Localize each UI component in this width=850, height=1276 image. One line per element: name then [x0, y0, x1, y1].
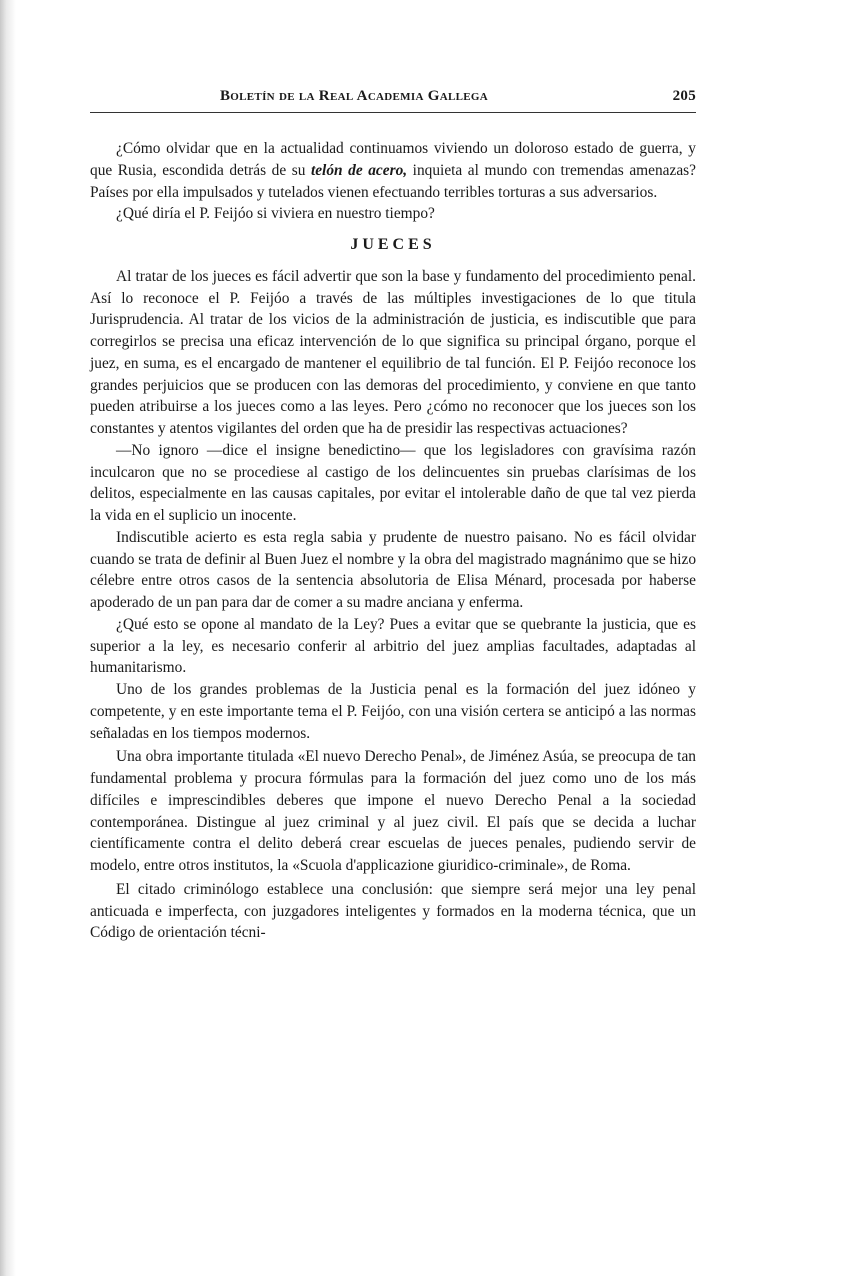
paragraph: El citado criminólogo establece una conclusión: que siempre será mejor una ley penal anticuada e imperfecta, con juzgadores inteligentes y formados en la moderna técnica, que un Código de orientación técni-: [90, 880, 696, 942]
page-number: 205: [672, 88, 696, 104]
section-heading: JUECES: [350, 236, 436, 253]
header-rule: [90, 112, 696, 113]
journal-title: Boletín de la Real Academia Gallega: [220, 88, 488, 104]
body-text: [90, 138, 696, 944]
paragraph: ¿Cómo olvidar que en la actualidad continuamos viviendo un doloroso estado de guerra, y que Rusia, escondida detrás de su telón de acero, inquieta al mundo con tremendas amenazas? Países por ella impulsados y tutelados vienen efectuando terribles torturas a sus adversarios.: [90, 140, 696, 201]
paragraph: Al tratar de los jueces es fácil advertir que son la base y fundamento del procedimiento penal. Así lo reconoce el P. Feijóo a través de las múltiples investigaciones de lo que titula Jurisprudencia. Al tratar de los vicios de la administración de justicia, es indiscutible que para corregirlos se precisa una eficaz intervención de lo que significa su principal órgano, porque el juez, en suma, es el encargado de mantener el equilibrio de tal función. El P. Feijóo reconoce los grandes perjuicios que se producen con las demoras del procedimiento, y conviene en que tanto pueden atribuirse a los jueces como a las leyes. Pero ¿cómo no reconocer que los jueces son los constantes y atentos vigilantes del orden que ha de presidir las respectivas actuaciones?: [90, 267, 696, 437]
paragraph: Una obra importante titulada «El nuevo Derecho Penal», de Jiménez Asúa, se preocupa de tan fundamental problema y procura fórmulas para la formación del juez como uno de los más difíciles e imprescindibles deberes que impone el nuevo Derecho Penal a la sociedad contemporánea. Distingue al juez criminal y al juez civil. El país que se decida a luchar científicamente contra el delito deberá crear escuelas de jueces penales, pudiendo servir de modelo, entre otros institutos, la «Scuola d'applicazione giuridico-criminale», de Roma.: [90, 748, 696, 874]
paragraph: Uno de los grandes problemas de la Justicia penal es la formación del juez idóneo y competente, y en este importante tema el P. Feijóo, con una visión certera se anticipó a las normas señaladas en los tiempos modernos.: [90, 681, 696, 742]
paragraph: —No ignoro —dice el insigne benedictino— que los legisladores con gravísima razón inculcaron que no se procediese al castigo de los delincuentes sin pruebas clarísimas de los delitos, especialmente en las causas capitales, por evitar el intolerable daño de que tal vez pierda la vida en el suplicio un inocente.: [90, 441, 696, 524]
scan-edge-shadow: [0, 0, 16, 1276]
paragraph: ¿Qué diría el P. Feijóo si viviera en nuestro tiempo?: [116, 205, 435, 223]
document-page: [90, 0, 696, 1276]
emphasis-text: telón de acero,: [310, 161, 408, 179]
paragraph: ¿Qué esto se opone al mandato de la Ley? Pues a evitar que se quebrante la justicia, que es superior a la ley, es necesario conferir al arbitrio del juez amplias facultades, adaptadas al humanitarismo.: [90, 615, 696, 677]
running-header: [90, 88, 696, 110]
paragraph: Indiscutible acierto es esta regla sabia y prudente de nuestro paisano. No es fácil olvidar cuando se trata de definir al Buen Juez el nombre y la obra del magistrado magnánimo que se hizo célebre entre otros casos de la sentencia absolutoria de Elisa Ménard, procesada por haberse apoderado de un pan para dar de comer a su madre anciana y enferma.: [90, 528, 697, 611]
